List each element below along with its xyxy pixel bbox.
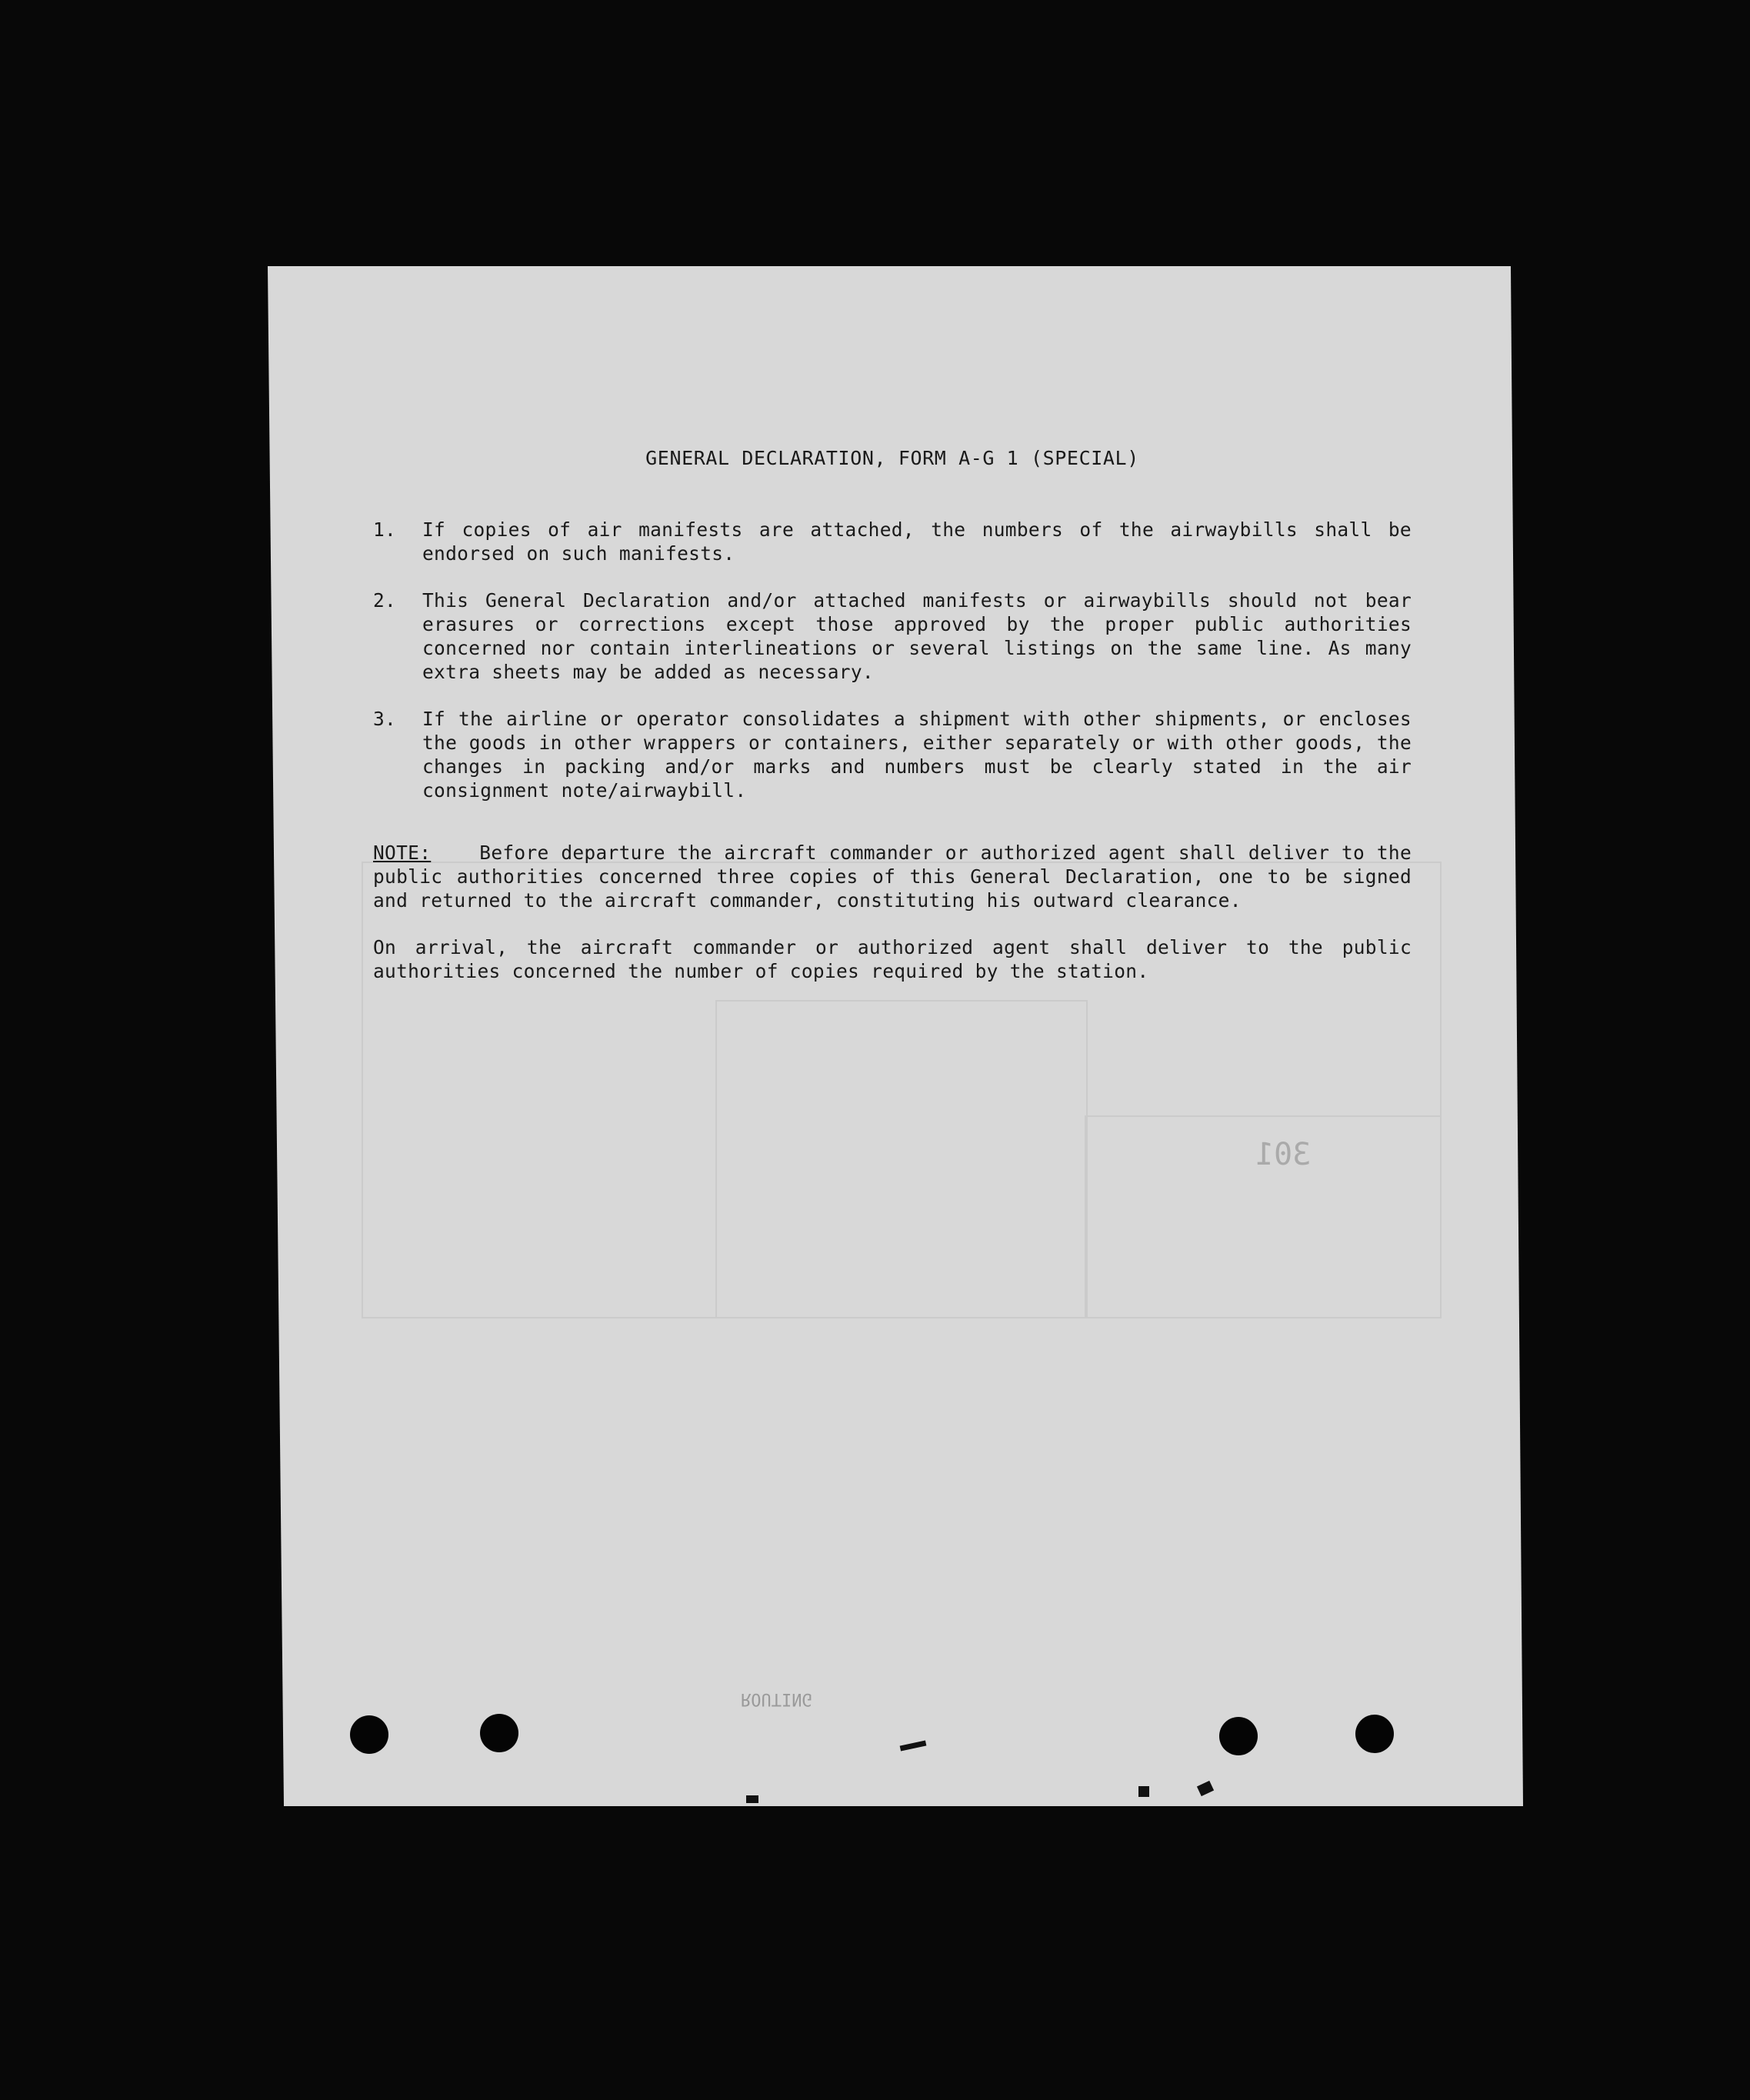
punch-hole xyxy=(1355,1715,1394,1753)
note-label: NOTE: xyxy=(373,842,432,864)
punch-hole xyxy=(1219,1717,1258,1755)
item-text: If the airline or operator consolidates a shipment with other shipments, or encloses the goods in other wrappers or containers, either separately or with other goods, the changes in packing and/or marks and numbers must be clearly stated in the air consignment note/airwaybill. xyxy=(422,708,1412,802)
item-number: 3. xyxy=(373,708,397,730)
speck xyxy=(746,1795,758,1803)
punch-hole xyxy=(480,1714,518,1752)
punch-hole xyxy=(350,1715,388,1754)
bleed-through-box xyxy=(715,1000,1088,1318)
document-title: GENERAL DECLARATION, FORM A-G 1 (SPECIAL) xyxy=(645,447,1139,469)
item-text: This General Declaration and/or attached manifests or airwaybills should not bear erasures or corrections except those approved by the proper public authorities concerned nor contain interlineations or several listings on the same line. As many extra sheets may be added as necessary. xyxy=(422,589,1412,683)
list-item xyxy=(373,518,1412,565)
arrival-paragraph: On arrival, the aircraft commander or authorized agent shall deliver to the public authorities concerned the number of copies required by the station. xyxy=(373,936,1412,982)
speck xyxy=(1138,1786,1149,1797)
note-text: Before departure the aircraft commander or authorized agent shall deliver to the public authorities concerned three copies of this General Declaration, one to be signed and returned to the aircraft commander, constituting his outward clearance. xyxy=(373,842,1412,912)
stamp-mark: ROUTING xyxy=(741,1689,812,1708)
item-text: If copies of air manifests are attached, the numbers of the airwaybills shall be endorsed on such manifests. xyxy=(422,518,1412,565)
stamp-number: 301 xyxy=(1255,1137,1312,1172)
list-item xyxy=(373,588,1412,684)
document-body xyxy=(373,446,1412,983)
item-number: 1. xyxy=(373,518,397,541)
item-number: 2. xyxy=(373,589,397,612)
list-item xyxy=(373,707,1412,802)
note-paragraph xyxy=(373,841,1412,912)
